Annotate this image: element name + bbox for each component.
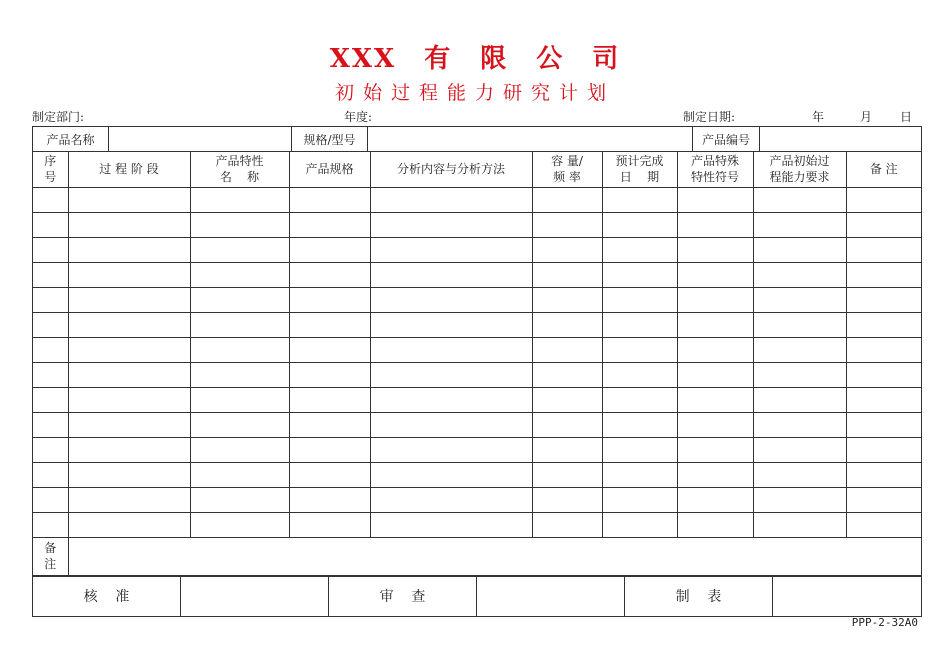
table-cell[interactable] — [289, 337, 370, 362]
table-cell[interactable] — [289, 287, 370, 312]
table-cell[interactable] — [753, 237, 846, 262]
table-cell[interactable] — [68, 512, 190, 537]
table-cell[interactable] — [532, 312, 602, 337]
table-cell[interactable] — [677, 512, 753, 537]
table-cell[interactable] — [190, 362, 289, 387]
table-cell[interactable] — [532, 437, 602, 462]
table-cell[interactable] — [753, 437, 846, 462]
table-cell[interactable] — [68, 262, 190, 287]
table-cell[interactable] — [602, 462, 677, 487]
table-cell[interactable] — [289, 437, 370, 462]
remarks-field[interactable] — [68, 537, 921, 575]
table-cell[interactable] — [370, 287, 532, 312]
table-cell[interactable] — [68, 462, 190, 487]
table-row — [33, 387, 921, 412]
table-row — [33, 212, 921, 237]
table-cell[interactable] — [532, 487, 602, 512]
table-cell[interactable] — [532, 212, 602, 237]
table-cell[interactable] — [33, 287, 68, 312]
table-cell[interactable] — [677, 362, 753, 387]
table-cell[interactable] — [33, 437, 68, 462]
table-cell[interactable] — [33, 187, 68, 212]
table-cell[interactable] — [289, 512, 370, 537]
company-title-part: 限 — [480, 44, 509, 74]
table-cell[interactable] — [370, 387, 532, 412]
table-cell[interactable] — [846, 312, 921, 337]
table-row — [33, 362, 921, 387]
table-cell[interactable] — [532, 287, 602, 312]
spec-model-label: 规格/型号 — [292, 127, 368, 151]
table-cell[interactable] — [677, 437, 753, 462]
review-field[interactable] — [477, 577, 625, 616]
table-cell[interactable] — [190, 187, 289, 212]
table-cell[interactable] — [33, 312, 68, 337]
company-title-part: 司 — [592, 44, 621, 74]
table-cell[interactable] — [289, 462, 370, 487]
plan-table — [33, 152, 921, 576]
product-code-field[interactable] — [760, 127, 921, 151]
table-cell[interactable] — [68, 362, 190, 387]
date-label: 制定日期: — [683, 110, 736, 124]
table-cell[interactable] — [33, 412, 68, 437]
table-cell[interactable] — [753, 312, 846, 337]
table-row — [33, 462, 921, 487]
table-cell[interactable] — [602, 362, 677, 387]
table-cell[interactable] — [677, 237, 753, 262]
prepare-field[interactable] — [773, 577, 921, 616]
table-cell[interactable] — [602, 512, 677, 537]
company-title — [0, 38, 950, 75]
table-cell[interactable] — [370, 312, 532, 337]
table-cell[interactable] — [289, 312, 370, 337]
table-cell[interactable] — [846, 337, 921, 362]
table-cell[interactable] — [190, 287, 289, 312]
table-cell[interactable] — [846, 462, 921, 487]
table-cell[interactable] — [677, 487, 753, 512]
date-month-label: 月 — [860, 110, 873, 124]
table-cell[interactable] — [370, 412, 532, 437]
table-cell[interactable] — [370, 512, 532, 537]
table-cell[interactable] — [532, 187, 602, 212]
table-cell[interactable] — [753, 412, 846, 437]
table-cell[interactable] — [68, 412, 190, 437]
column-header: 产品初始过 程能力要求 — [753, 152, 846, 187]
table-cell[interactable] — [677, 287, 753, 312]
table-cell[interactable] — [846, 362, 921, 387]
table-row — [33, 187, 921, 212]
column-header: 备 注 — [846, 152, 921, 187]
table-cell[interactable] — [532, 262, 602, 287]
form-number: PPP-2-32A0 — [851, 616, 918, 629]
table-row — [33, 512, 921, 537]
table-cell[interactable] — [68, 487, 190, 512]
approve-label: 核 准 — [33, 577, 181, 616]
year-label: 年度: — [344, 110, 373, 124]
table-cell[interactable] — [190, 487, 289, 512]
table-cell[interactable] — [753, 262, 846, 287]
table-row — [33, 487, 921, 512]
table-cell[interactable] — [753, 287, 846, 312]
table-cell[interactable] — [33, 387, 68, 412]
column-header: 过 程 阶 段 — [68, 152, 190, 187]
table-cell[interactable] — [846, 237, 921, 262]
table-row — [33, 287, 921, 312]
table-cell[interactable] — [677, 187, 753, 212]
date-day-label: 日 — [900, 110, 913, 124]
company-title-part: 公 — [536, 44, 565, 74]
table-cell[interactable] — [370, 487, 532, 512]
form-subtitle: 初始过程能力研究计划 — [334, 82, 615, 104]
table-cell[interactable] — [846, 262, 921, 287]
product-code-label: 产品编号 — [693, 127, 760, 151]
table-cell[interactable] — [677, 387, 753, 412]
table-cell[interactable] — [190, 262, 289, 287]
product-name-field[interactable] — [109, 127, 292, 151]
table-cell[interactable] — [602, 237, 677, 262]
table-row — [33, 412, 921, 437]
table-cell[interactable] — [532, 362, 602, 387]
table-cell[interactable] — [68, 312, 190, 337]
table-cell[interactable] — [846, 437, 921, 462]
table-cell[interactable] — [190, 437, 289, 462]
table-cell[interactable] — [33, 462, 68, 487]
table-cell[interactable] — [190, 462, 289, 487]
table-cell[interactable] — [370, 437, 532, 462]
table-cell[interactable] — [753, 212, 846, 237]
table-cell[interactable] — [289, 387, 370, 412]
table-cell[interactable] — [602, 387, 677, 412]
table-cell[interactable] — [289, 187, 370, 212]
column-header: 预计完成 日 期 — [602, 152, 677, 187]
table-cell[interactable] — [677, 337, 753, 362]
table-row — [33, 337, 921, 362]
table-cell[interactable] — [846, 487, 921, 512]
plan-form — [32, 126, 922, 617]
table-cell[interactable] — [68, 437, 190, 462]
table-cell[interactable] — [33, 362, 68, 387]
column-header: 产品特殊 特性符号 — [677, 152, 753, 187]
table-row — [33, 437, 921, 462]
table-cell[interactable] — [602, 187, 677, 212]
table-cell[interactable] — [846, 512, 921, 537]
signature-row — [33, 576, 921, 616]
table-cell[interactable] — [602, 437, 677, 462]
table-cell[interactable] — [532, 462, 602, 487]
table-cell[interactable] — [68, 387, 190, 412]
table-cell[interactable] — [846, 412, 921, 437]
table-cell[interactable] — [190, 512, 289, 537]
table-cell[interactable] — [602, 487, 677, 512]
table-cell[interactable] — [33, 237, 68, 262]
table-cell[interactable] — [846, 212, 921, 237]
table-cell[interactable] — [68, 212, 190, 237]
table-cell[interactable] — [677, 462, 753, 487]
prepare-label: 制 表 — [625, 577, 773, 616]
approve-field[interactable] — [181, 577, 329, 616]
table-cell[interactable] — [677, 412, 753, 437]
product-info-bar — [33, 127, 921, 152]
table-cell[interactable] — [289, 362, 370, 387]
column-header: 容 量/ 频 率 — [532, 152, 602, 187]
table-cell[interactable] — [33, 512, 68, 537]
company-title-part: XXX — [329, 44, 397, 74]
company-title-part: 有 — [424, 44, 453, 74]
table-cell[interactable] — [602, 337, 677, 362]
table-cell[interactable] — [677, 212, 753, 237]
table-cell[interactable] — [68, 237, 190, 262]
table-cell[interactable] — [370, 237, 532, 262]
table-cell[interactable] — [602, 212, 677, 237]
table-cell[interactable] — [753, 462, 846, 487]
table-cell[interactable] — [753, 337, 846, 362]
table-cell[interactable] — [532, 337, 602, 362]
table-cell[interactable] — [190, 337, 289, 362]
table-cell[interactable] — [846, 287, 921, 312]
table-cell[interactable] — [33, 212, 68, 237]
column-header: 产品特性 名 称 — [190, 152, 289, 187]
table-cell[interactable] — [370, 262, 532, 287]
table-cell[interactable] — [846, 187, 921, 212]
table-row — [33, 312, 921, 337]
review-label: 审 查 — [329, 577, 477, 616]
table-cell[interactable] — [289, 412, 370, 437]
column-header: 分析内容与分析方法 — [370, 152, 532, 187]
table-cell[interactable] — [846, 387, 921, 412]
table-cell[interactable] — [289, 262, 370, 287]
table-cell[interactable] — [532, 512, 602, 537]
table-cell[interactable] — [33, 337, 68, 362]
table-cell[interactable] — [190, 412, 289, 437]
table-cell[interactable] — [68, 287, 190, 312]
table-cell[interactable] — [753, 487, 846, 512]
table-cell[interactable] — [190, 237, 289, 262]
date-year-label: 年 — [812, 110, 825, 124]
spec-model-field[interactable] — [368, 127, 693, 151]
table-cell[interactable] — [753, 187, 846, 212]
table-cell[interactable] — [68, 337, 190, 362]
remarks-row — [33, 537, 921, 575]
table-cell[interactable] — [602, 262, 677, 287]
table-cell[interactable] — [602, 312, 677, 337]
table-header-row — [33, 152, 921, 187]
table-cell[interactable] — [677, 262, 753, 287]
table-cell[interactable] — [370, 462, 532, 487]
table-cell[interactable] — [753, 387, 846, 412]
table-cell[interactable] — [602, 287, 677, 312]
table-cell[interactable] — [753, 362, 846, 387]
table-row — [33, 237, 921, 262]
table-cell[interactable] — [370, 337, 532, 362]
table-cell[interactable] — [33, 487, 68, 512]
department-label: 制定部门: — [32, 110, 85, 124]
table-cell[interactable] — [190, 387, 289, 412]
table-cell[interactable] — [532, 412, 602, 437]
table-cell[interactable] — [370, 362, 532, 387]
table-cell[interactable] — [370, 212, 532, 237]
table-cell[interactable] — [370, 187, 532, 212]
table-cell[interactable] — [602, 412, 677, 437]
remarks-label: 备 注 — [33, 537, 68, 575]
table-cell[interactable] — [289, 487, 370, 512]
table-cell[interactable] — [33, 262, 68, 287]
table-cell[interactable] — [190, 312, 289, 337]
product-name-label: 产品名称 — [33, 127, 109, 151]
table-cell[interactable] — [532, 237, 602, 262]
table-cell[interactable] — [289, 237, 370, 262]
column-header: 产品规格 — [289, 152, 370, 187]
table-cell[interactable] — [532, 387, 602, 412]
table-cell[interactable] — [289, 212, 370, 237]
table-row — [33, 262, 921, 287]
column-header: 序 号 — [33, 152, 68, 187]
table-cell[interactable] — [753, 512, 846, 537]
table-cell[interactable] — [68, 187, 190, 212]
table-cell[interactable] — [190, 212, 289, 237]
table-cell[interactable] — [677, 312, 753, 337]
